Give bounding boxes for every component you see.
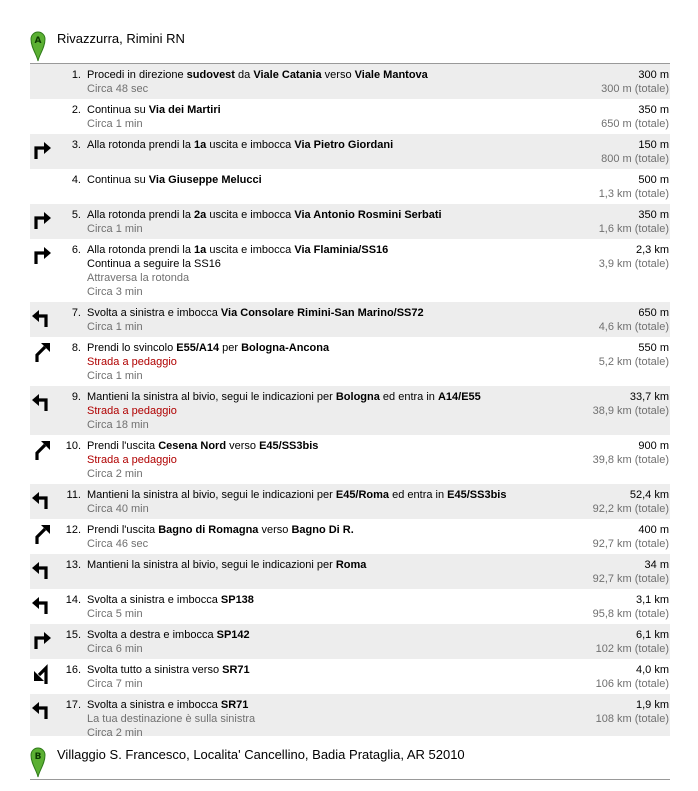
step-number: 13. bbox=[65, 559, 81, 571]
step-distances bbox=[549, 306, 669, 334]
step-number: 5. bbox=[71, 209, 81, 221]
step-body bbox=[87, 243, 527, 299]
start-endpoint[interactable] bbox=[30, 30, 670, 60]
instruction-text: Mantieni la sinistra al bivio, segui le indicazioni per bbox=[87, 391, 336, 403]
instruction-road: Via Flaminia/SS16 bbox=[294, 244, 389, 256]
instruction-road: SP142 bbox=[216, 629, 250, 641]
step-row-14[interactable] bbox=[30, 589, 670, 624]
step-body bbox=[87, 341, 527, 383]
step-instruction bbox=[87, 243, 527, 257]
step-instruction bbox=[87, 103, 527, 117]
step-duration: Circa 7 min bbox=[87, 678, 143, 690]
instruction-road: E45/SS3bis bbox=[259, 440, 319, 452]
cumulative-distance: 95,8 km (totale) bbox=[592, 608, 669, 620]
step-distance: 350 m bbox=[638, 209, 669, 221]
step-distance: 900 m bbox=[638, 440, 669, 452]
step-number: 15. bbox=[65, 629, 81, 641]
step-duration: Circa 1 min bbox=[87, 321, 143, 333]
instruction-road: Via Antonio Rosmini Serbati bbox=[294, 209, 442, 221]
step-number: 1. bbox=[71, 69, 81, 81]
cumulative-distance: 39,8 km (totale) bbox=[592, 454, 669, 466]
step-duration: Circa 2 min bbox=[87, 727, 143, 739]
step-row-4[interactable] bbox=[30, 169, 670, 204]
instruction-road: SR71 bbox=[220, 699, 249, 711]
marker-a-icon[interactable] bbox=[30, 30, 46, 62]
instruction-text: Prendi l'uscita bbox=[87, 440, 159, 452]
step-row-3[interactable] bbox=[30, 134, 670, 169]
step-instruction bbox=[87, 558, 527, 572]
instruction-road: Bagno Di R. bbox=[291, 524, 354, 536]
keep-left-icon bbox=[30, 557, 54, 581]
cumulative-distance: 800 m (totale) bbox=[601, 153, 669, 165]
step-body bbox=[87, 68, 527, 96]
instruction-text: Alla rotonda prendi la bbox=[87, 209, 195, 221]
step-distances bbox=[549, 628, 669, 656]
step-instruction bbox=[87, 698, 527, 712]
step-distance: 1,9 km bbox=[635, 699, 669, 711]
step-instruction bbox=[87, 306, 527, 320]
step-row-13[interactable] bbox=[30, 554, 670, 589]
step-number: 8. bbox=[71, 342, 81, 354]
step-distances bbox=[549, 173, 669, 201]
instruction-road: Bologna bbox=[335, 391, 380, 403]
sharp-left-icon bbox=[30, 662, 54, 686]
instruction-road: Roma bbox=[335, 559, 367, 571]
step-distances bbox=[549, 103, 669, 131]
cumulative-distance: 300 m (totale) bbox=[601, 83, 669, 95]
step-number: 4. bbox=[71, 174, 81, 186]
instruction-text: Svolta a sinistra e imbocca bbox=[87, 307, 221, 319]
step-note: La tua destinazione è sulla sinistra bbox=[87, 713, 256, 725]
instruction-text: Procedi in direzione bbox=[87, 69, 187, 81]
step-row-15[interactable] bbox=[30, 624, 670, 659]
instruction-text: Mantieni la sinistra al bivio, segui le indicazioni per bbox=[87, 489, 336, 501]
instruction-text: Svolta a sinistra e imbocca bbox=[87, 594, 221, 606]
cumulative-distance: 92,2 km (totale) bbox=[592, 503, 669, 515]
instruction-text: Continua su bbox=[87, 174, 149, 186]
step-row-8[interactable] bbox=[30, 337, 670, 386]
step-distance: 4,0 km bbox=[635, 664, 669, 676]
instruction-road: Bagno di Romagna bbox=[158, 524, 259, 536]
step-distance: 150 m bbox=[638, 139, 669, 151]
step-duration: Circa 1 min bbox=[87, 118, 143, 130]
start-address: Rivazzurra, Rimini RN bbox=[57, 31, 185, 46]
instruction-road: Via Consolare Rimini-San Marino/SS72 bbox=[220, 307, 424, 319]
step-number: 2. bbox=[71, 104, 81, 116]
instruction-road: E45/Roma bbox=[335, 489, 390, 501]
step-instruction bbox=[87, 439, 527, 453]
cumulative-distance: 38,9 km (totale) bbox=[592, 405, 669, 417]
step-number: 16. bbox=[65, 664, 81, 676]
step-body bbox=[87, 488, 527, 516]
step-distance: 350 m bbox=[638, 104, 669, 116]
step-distances bbox=[549, 698, 669, 726]
step-body bbox=[87, 628, 527, 656]
instruction-road: Viale Mantova bbox=[354, 69, 428, 81]
instruction-text: Alla rotonda prendi la bbox=[87, 244, 195, 256]
marker-b-letter: B bbox=[34, 752, 42, 762]
instruction-road: sudovest bbox=[186, 69, 235, 81]
step-distances bbox=[549, 663, 669, 691]
cumulative-distance: 1,3 km (totale) bbox=[598, 188, 669, 200]
step-distances bbox=[549, 593, 669, 621]
step-body bbox=[87, 439, 527, 481]
turn-right-icon bbox=[30, 207, 54, 231]
cumulative-distance: 650 m (totale) bbox=[601, 118, 669, 130]
turn-left-icon bbox=[30, 592, 54, 616]
step-row-6[interactable] bbox=[30, 239, 670, 302]
turn-right-icon bbox=[30, 137, 54, 161]
step-body bbox=[87, 173, 527, 187]
instruction-text: verso bbox=[258, 524, 292, 536]
instruction-road: Via Giuseppe Melucci bbox=[148, 174, 262, 186]
step-distances bbox=[549, 68, 669, 96]
step-distances bbox=[549, 243, 669, 271]
step-distance: 33,7 km bbox=[629, 391, 669, 403]
turn-right-icon bbox=[30, 242, 54, 266]
step-distance: 500 m bbox=[638, 174, 669, 186]
step-instruction bbox=[87, 663, 527, 677]
turn-right-icon bbox=[30, 627, 54, 651]
step-distances bbox=[549, 488, 669, 516]
instruction-text: uscita e imbocca bbox=[206, 209, 295, 221]
step-body bbox=[87, 103, 527, 131]
step-distance: 52,4 km bbox=[629, 489, 669, 501]
marker-a-letter: A bbox=[34, 36, 42, 46]
step-instruction bbox=[87, 488, 527, 502]
instruction-text: verso bbox=[321, 69, 355, 81]
step-duration: Circa 48 sec bbox=[87, 83, 149, 95]
step-distances bbox=[549, 439, 669, 467]
cumulative-distance: 106 km (totale) bbox=[595, 678, 669, 690]
turn-left-icon bbox=[30, 305, 54, 329]
step-body bbox=[87, 138, 527, 152]
marker-b-icon[interactable] bbox=[30, 746, 46, 778]
instruction-text: Svolta a destra e imbocca bbox=[87, 629, 217, 641]
instruction-text: Prendi l'uscita bbox=[87, 524, 159, 536]
cumulative-distance: 102 km (totale) bbox=[595, 643, 669, 655]
instruction-road: A14/E55 bbox=[437, 391, 481, 403]
cumulative-distance: 3,9 km (totale) bbox=[598, 258, 669, 270]
toll-road-note: Strada a pedaggio bbox=[87, 454, 177, 466]
instruction-road: Via Pietro Giordani bbox=[294, 139, 394, 151]
instruction-text: per bbox=[219, 342, 242, 354]
ramp-right-icon bbox=[30, 438, 54, 462]
keep-left-icon bbox=[30, 487, 54, 511]
step-row-9[interactable] bbox=[30, 386, 670, 435]
instruction-text: Prendi lo svincolo bbox=[87, 342, 177, 354]
step-duration: Circa 3 min bbox=[87, 286, 143, 298]
instruction-road: Cesena Nord bbox=[158, 440, 227, 452]
step-number: 17. bbox=[65, 699, 81, 711]
step-row-11[interactable] bbox=[30, 484, 670, 519]
instruction-road: 1a bbox=[194, 139, 207, 151]
cumulative-distance: 108 km (totale) bbox=[595, 713, 669, 725]
cumulative-distance: 92,7 km (totale) bbox=[592, 538, 669, 550]
ramp-right-icon bbox=[30, 522, 54, 546]
step-distances bbox=[549, 523, 669, 551]
step-distances bbox=[549, 208, 669, 236]
instruction-road: SP138 bbox=[220, 594, 254, 606]
instruction-road: SR71 bbox=[222, 664, 250, 676]
step-distances bbox=[549, 138, 669, 166]
instruction-text: ed entra in bbox=[389, 489, 448, 501]
step-row-16[interactable] bbox=[30, 659, 670, 694]
step-distance: 34 m bbox=[644, 559, 669, 571]
instruction-text: Mantieni la sinistra al bivio, segui le indicazioni per bbox=[87, 559, 336, 571]
step-distances bbox=[549, 558, 669, 586]
step-duration: Circa 40 min bbox=[87, 503, 149, 515]
step-distance: 6,1 km bbox=[635, 629, 669, 641]
step-number: 10. bbox=[65, 440, 81, 452]
step-instruction bbox=[87, 68, 527, 82]
step-duration: Circa 18 min bbox=[87, 419, 149, 431]
step-duration: Circa 2 min bbox=[87, 468, 143, 480]
step-number: 12. bbox=[65, 524, 81, 536]
instruction-text: Continua su bbox=[87, 104, 149, 116]
end-endpoint[interactable] bbox=[30, 746, 670, 776]
step-instruction bbox=[87, 593, 527, 607]
instruction-text: da bbox=[234, 69, 254, 81]
step-row-17[interactable] bbox=[30, 694, 670, 739]
step-instruction bbox=[87, 341, 527, 355]
step-duration: Circa 1 min bbox=[87, 223, 143, 235]
toll-road-note: Strada a pedaggio bbox=[87, 405, 177, 417]
step-row-10[interactable] bbox=[30, 435, 670, 484]
instruction-road: E55/A14 bbox=[176, 342, 220, 354]
step-distance: 300 m bbox=[638, 69, 669, 81]
end-address: Villaggio S. Francesco, Localita' Cancellino, Badia Prataglia, AR 52010 bbox=[57, 747, 465, 762]
step-body bbox=[87, 208, 527, 236]
step-body bbox=[87, 663, 527, 691]
step-instruction bbox=[87, 208, 527, 222]
instruction-text: ed entra in bbox=[379, 391, 438, 403]
instruction-text: Alla rotonda prendi la bbox=[87, 139, 195, 151]
step-duration: Circa 46 sec bbox=[87, 538, 149, 550]
instruction-road: 2a bbox=[194, 209, 207, 221]
instruction-text: verso bbox=[226, 440, 260, 452]
step-instruction bbox=[87, 628, 527, 642]
step-body bbox=[87, 698, 527, 740]
step-duration: Circa 5 min bbox=[87, 608, 143, 620]
step-distance: 400 m bbox=[638, 524, 669, 536]
step-duration: Circa 1 min bbox=[87, 370, 143, 382]
step-row-2[interactable] bbox=[30, 99, 670, 134]
step-row-12[interactable] bbox=[30, 519, 670, 554]
toll-road-note: Strada a pedaggio bbox=[87, 356, 177, 368]
ramp-right-icon bbox=[30, 340, 54, 364]
instruction-road: E45/SS3bis bbox=[447, 489, 507, 501]
step-body bbox=[87, 390, 527, 432]
step-note: Continua a seguire la SS16 bbox=[87, 258, 221, 270]
step-number: 3. bbox=[71, 139, 81, 151]
step-number: 6. bbox=[71, 244, 81, 256]
step-number: 9. bbox=[71, 391, 81, 403]
instruction-text: Svolta tutto a sinistra verso bbox=[87, 664, 223, 676]
step-list bbox=[30, 64, 670, 739]
step-distances bbox=[549, 341, 669, 369]
step-row-1[interactable] bbox=[30, 64, 670, 99]
step-instruction bbox=[87, 173, 527, 187]
step-distance: 3,1 km bbox=[635, 594, 669, 606]
instruction-road: 1a bbox=[194, 244, 207, 256]
step-row-5[interactable] bbox=[30, 204, 670, 239]
instruction-text: Svolta a sinistra e imbocca bbox=[87, 699, 221, 711]
step-distance: 550 m bbox=[638, 342, 669, 354]
step-number: 7. bbox=[71, 307, 81, 319]
instruction-text: uscita e imbocca bbox=[206, 139, 295, 151]
step-instruction bbox=[87, 390, 527, 404]
step-number: 11. bbox=[66, 489, 81, 501]
step-body bbox=[87, 558, 527, 572]
step-body bbox=[87, 523, 527, 551]
instruction-road: Via dei Martiri bbox=[148, 104, 221, 116]
instruction-road: Viale Catania bbox=[253, 69, 322, 81]
step-number: 14. bbox=[65, 594, 81, 606]
keep-left-icon bbox=[30, 389, 54, 413]
step-note: Attraversa la rotonda bbox=[87, 272, 190, 284]
step-row-7[interactable] bbox=[30, 302, 670, 337]
step-instruction bbox=[87, 523, 527, 537]
step-distances bbox=[549, 390, 669, 418]
instruction-road: Bologna-Ancona bbox=[241, 342, 330, 354]
cumulative-distance: 4,6 km (totale) bbox=[598, 321, 669, 333]
instruction-text: uscita e imbocca bbox=[206, 244, 295, 256]
cumulative-distance: 1,6 km (totale) bbox=[598, 223, 669, 235]
divider-bottom bbox=[30, 779, 670, 780]
cumulative-distance: 92,7 km (totale) bbox=[592, 573, 669, 585]
step-duration: Circa 6 min bbox=[87, 643, 143, 655]
step-body bbox=[87, 306, 527, 334]
step-distance: 2,3 km bbox=[635, 244, 669, 256]
cumulative-distance: 5,2 km (totale) bbox=[598, 356, 669, 368]
turn-left-icon bbox=[30, 697, 54, 721]
step-body bbox=[87, 593, 527, 621]
step-instruction bbox=[87, 138, 527, 152]
step-distance: 650 m bbox=[638, 307, 669, 319]
